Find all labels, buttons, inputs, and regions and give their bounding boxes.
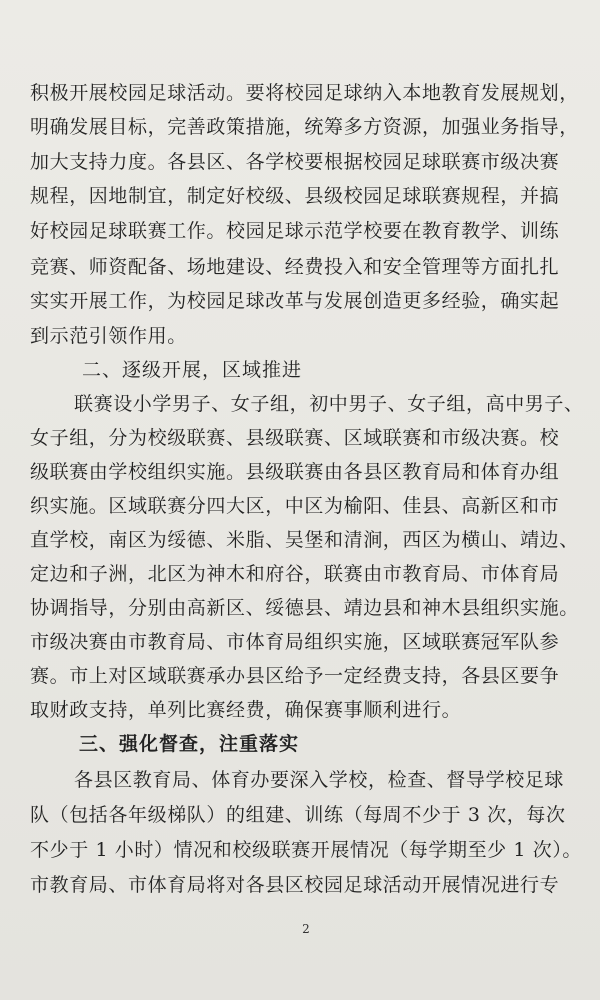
text-line-7: 实实开展工作，为校园足球改革与发展创造更多经验，确实起 [30, 290, 560, 312]
text-line-3: 加大支持力度。各县区、各学校要根据校园足球联赛市级决赛 [30, 151, 560, 173]
text-line-1: 积极开展校园足球活动。要将校园足球纳入本地教育发展规划， [30, 82, 579, 104]
text-line-19: 取财政支持，单列比赛经费，确保赛事顺利进行。 [30, 699, 462, 721]
text-line-8: 到示范引领作用。 [30, 325, 187, 347]
text-line-16: 协调指导，分别由高新区、绥德县、靖边县和神木县组织实施。 [30, 597, 579, 619]
text-line-21: 各县区教育局、体育办要深入学校，检查、督导学校足球 [74, 769, 565, 791]
text-line-5: 好校园足球联赛工作。校园足球示范学校要在教育教学、训练 [30, 220, 560, 242]
text-line-18: 赛。市上对区域联赛承办县区给予一定经费支持，各县区要争 [30, 665, 560, 687]
section-heading-3: 三、强化督查，注重落实 [79, 733, 300, 755]
text-line-10: 联赛设小学男子、女子组，初中男子、女子组，高中男子、 [74, 393, 584, 415]
text-line-22: 队（包括各年级梯队）的组建、训练（每周不少于 3 次，每次 [30, 804, 566, 826]
text-line-17: 市级决赛由市教育局、市体育局组织实施，区域联赛冠军队参 [30, 631, 560, 653]
text-line-4: 规程，因地制宜，制定好校级、县级校园足球联赛规程，并搞 [30, 185, 560, 207]
text-line-12: 级联赛由学校组织实施。县级联赛由各县区教育局和体育办组 [30, 461, 560, 483]
text-line-23: 不少于 1 小时）情况和校级联赛开展情况（每学期至少 1 次）。 [30, 839, 583, 861]
text-line-14: 直学校，南区为绥德、米脂、吴堡和清涧，西区为横山、靖边、 [30, 529, 579, 551]
text-line-6: 竞赛、师资配备、场地建设、经费投入和安全管理等方面扎扎 [30, 256, 560, 278]
text-line-11: 女子组，分为校级联赛、县级联赛、区域联赛和市级决赛。校 [30, 427, 560, 449]
section-heading-2: 二、逐级开展，区域推进 [82, 359, 303, 381]
page-number: 2 [302, 922, 310, 936]
text-line-2: 明确发展目标，完善政策措施，统筹多方资源，加强业务指导， [30, 116, 579, 138]
text-line-13: 织实施。区域联赛分四大区，中区为榆阳、佳县、高新区和市 [30, 495, 560, 517]
text-line-15: 定边和子洲，北区为神木和府谷，联赛由市教育局、市体育局 [30, 563, 560, 585]
text-line-24: 市教育局、市体育局将对各县区校园足球活动开展情况进行专 [30, 874, 560, 896]
